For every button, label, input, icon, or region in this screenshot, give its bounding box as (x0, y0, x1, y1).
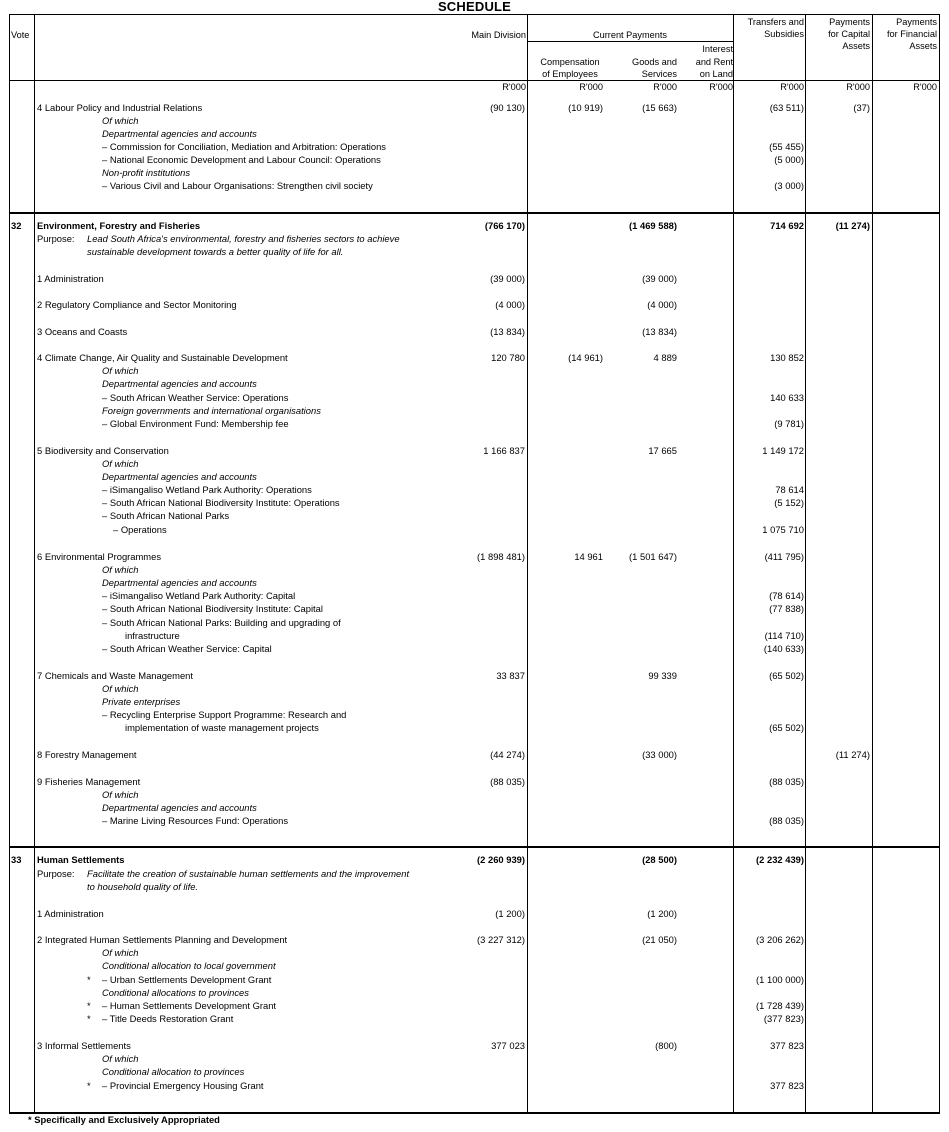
footnote: * Specifically and Exclusively Appropriated (28, 1114, 220, 1125)
cell-transfers: (1 728 439) (756, 1000, 804, 1011)
vote-number: 32 (11, 220, 22, 231)
row-subheading: Of which (102, 789, 139, 800)
header-financial-1: Payments (896, 17, 937, 27)
row-subheading: Conditional allocation to local government (102, 960, 276, 971)
row-description: 2 Regulatory Compliance and Sector Monitoring (37, 299, 237, 310)
row-description: Environment, Forestry and Fisheries (37, 220, 201, 231)
unit-financial: R'000 (913, 82, 937, 92)
table-row (9, 814, 940, 827)
row-item: – South African Weather Service: Capital (102, 643, 272, 654)
cell-main-division: (3 227 312) (477, 934, 525, 945)
table-row (9, 298, 940, 311)
table-border-top (9, 14, 940, 15)
header-current-payments: Current Payments (592, 30, 668, 40)
table-row (9, 166, 940, 179)
cell-goods-services: (800) (655, 1040, 677, 1051)
header-financial-2: for Financial (886, 29, 937, 39)
cell-main-division: (1 898 481) (477, 551, 525, 562)
cell-capital-assets: (11 274) (835, 749, 870, 760)
row-subitem: – Operations (113, 524, 167, 535)
row-item: – Various Civil and Labour Organisations: Strengthen civil society (102, 180, 373, 191)
row-description: Human Settlements (37, 854, 125, 865)
table-row (9, 602, 940, 615)
table-row (9, 708, 940, 721)
table-row (9, 775, 940, 788)
table-row (9, 140, 940, 153)
purpose-label: Purpose: (37, 868, 75, 879)
row-item: – Commission for Conciliation, Mediation and Arbitration: Operations (102, 141, 386, 152)
table-row (9, 245, 940, 258)
table-row (9, 933, 940, 946)
table-row (9, 682, 940, 695)
table-row (9, 1065, 940, 1078)
table-row (9, 959, 940, 972)
table-row (9, 695, 940, 708)
cell-main-division: (1 200) (495, 908, 525, 919)
page-title: SCHEDULE (437, 0, 512, 14)
row-item: – Recycling Enterprise Support Programme: Research and (102, 709, 347, 720)
cell-transfers: 714 692 (770, 220, 804, 231)
row-item: – Provincial Emergency Housing Grant (102, 1080, 264, 1091)
cell-transfers: (63 511) (769, 102, 804, 113)
row-description: 8 Forestry Management (37, 749, 137, 760)
row-item-continued: infrastructure (125, 630, 180, 641)
cell-transfers: (78 614) (769, 590, 804, 601)
row-subheading: Non-profit institutions (102, 167, 191, 178)
row-description: 1 Administration (37, 273, 104, 284)
table-row (9, 748, 940, 761)
table-row (9, 470, 940, 483)
cell-transfers: 130 852 (770, 352, 804, 363)
row-description: 4 Labour Policy and Industrial Relations (37, 102, 203, 113)
purpose-text: to household quality of life. (87, 881, 199, 892)
table-row (9, 576, 940, 589)
cell-goods-services: 17 665 (648, 445, 677, 456)
row-description: 2 Integrated Human Settlements Planning and Development (37, 934, 288, 945)
cell-main-division: (4 000) (495, 299, 525, 310)
header-interest-1: Interest (702, 44, 733, 54)
cell-compensation: (14 961) (568, 352, 603, 363)
header-capital-3: Assets (842, 41, 870, 51)
row-item: – South African National Parks: Building and upgrading of (102, 617, 341, 628)
row-item: – Urban Settlements Development Grant (102, 974, 272, 985)
cell-transfers: (5 152) (774, 497, 804, 508)
row-description: 3 Informal Settlements (37, 1040, 131, 1051)
cell-transfers: (411 795) (764, 551, 804, 562)
row-subheading: Foreign governments and international organisations (102, 405, 321, 416)
header-compensation-1: Compensation (540, 57, 600, 67)
header-main-division: Main Division (471, 30, 526, 40)
appropriation-marker: * (87, 1080, 91, 1091)
table-row (9, 523, 940, 536)
header-goods-1: Goods and (632, 57, 677, 67)
row-item: – Global Environment Fund: Membership fee (102, 418, 289, 429)
table-row (9, 999, 940, 1012)
cell-compensation: (10 919) (568, 102, 603, 113)
table-row (9, 101, 940, 114)
cell-goods-services: 99 339 (648, 670, 677, 681)
unit-goods: R'000 (653, 82, 677, 92)
table-row (9, 880, 940, 893)
row-item: – South African National Parks (102, 510, 230, 521)
header-compensation-2: of Employees (542, 69, 598, 79)
purpose-text: sustainable development towards a better quality of life for all. (87, 246, 344, 257)
table-row (9, 509, 940, 522)
table-row (9, 377, 940, 390)
cell-compensation: 14 961 (574, 551, 603, 562)
cell-main-division: (39 000) (490, 273, 525, 284)
cell-main-division: 1 166 837 (483, 445, 525, 456)
row-subheading: Of which (102, 115, 139, 126)
cell-goods-services: (33 000) (642, 749, 677, 760)
table-row (9, 867, 940, 880)
table-row (9, 351, 940, 364)
purpose-text: Lead South Africa's environmental, forestry and fisheries sectors to achieve (87, 233, 400, 244)
purpose-text: Facilitate the creation of sustainable human settlements and the improvement (87, 868, 410, 879)
table-row (9, 629, 940, 642)
row-subheading: Of which (102, 1053, 139, 1064)
header-vote: Vote (11, 30, 30, 40)
header-interest-2: and Rent (695, 57, 733, 67)
table-row (9, 853, 940, 866)
cell-transfers: (114 710) (764, 630, 804, 641)
table-row (9, 669, 940, 682)
purpose-label: Purpose: (37, 233, 75, 244)
vote-number: 33 (11, 854, 22, 865)
row-item: – South African National Biodiversity Institute: Capital (102, 603, 323, 614)
header-financial-3: Assets (909, 41, 937, 51)
table-row (9, 232, 940, 245)
row-subheading: Private enterprises (102, 696, 181, 707)
table-row (9, 550, 940, 563)
cell-transfers: 377 823 (770, 1040, 804, 1051)
row-item: – iSimangaliso Wetland Park Authority: Operations (102, 484, 312, 495)
cell-transfers: (377 823) (763, 1013, 804, 1024)
cell-transfers: 377 823 (770, 1080, 804, 1091)
row-description: 5 Biodiversity and Conservation (37, 445, 169, 456)
row-subheading: Conditional allocation to provinces (102, 1066, 245, 1077)
table-row (9, 946, 940, 959)
row-item: – Human Settlements Development Grant (102, 1000, 277, 1011)
table-row (9, 1039, 940, 1052)
appropriation-marker: * (87, 1013, 91, 1024)
unit-transfers: R'000 (780, 82, 804, 92)
table-row (9, 616, 940, 629)
unit-comp: R'000 (579, 82, 603, 92)
row-description: 3 Oceans and Coasts (37, 326, 128, 337)
table-row (9, 391, 940, 404)
row-item: – South African National Biodiversity Institute: Operations (102, 497, 340, 508)
table-row (9, 364, 940, 377)
header-transfers-2: Subsidies (764, 29, 804, 39)
row-subheading: Departmental agencies and accounts (102, 802, 257, 813)
cell-transfers: (65 502) (769, 722, 804, 733)
row-subheading: Of which (102, 947, 139, 958)
table-row (9, 272, 940, 285)
cell-capital-assets: (11 274) (835, 220, 870, 231)
cell-goods-services: (28 500) (642, 854, 677, 865)
row-subheading: Departmental agencies and accounts (102, 471, 257, 482)
row-item: – Marine Living Resources Fund: Operations (102, 815, 289, 826)
cell-main-division: (13 834) (490, 326, 525, 337)
cell-goods-services: (39 000) (642, 273, 677, 284)
row-subheading: Departmental agencies and accounts (102, 128, 257, 139)
cell-transfers: 1 149 172 (762, 445, 804, 456)
cell-goods-services: (15 663) (642, 102, 677, 113)
table-row (9, 404, 940, 417)
schedule-table (9, 14, 940, 1114)
row-item: – Title Deeds Restoration Grant (102, 1013, 234, 1024)
table-row (9, 563, 940, 576)
cell-transfers: (140 633) (763, 643, 804, 654)
table-row (9, 457, 940, 470)
header-interest-3: on Land (699, 69, 733, 79)
table-row (9, 444, 940, 457)
current-payments-rule (527, 41, 733, 42)
cell-goods-services: (1 200) (647, 908, 677, 919)
unit-capital: R'000 (846, 82, 870, 92)
table-row (9, 179, 940, 192)
row-subheading: Of which (102, 365, 139, 376)
row-item: – National Economic Development and Labour Council: Operations (102, 154, 381, 165)
cell-transfers: 1 075 710 (762, 524, 804, 535)
cell-goods-services: (1 469 588) (629, 220, 677, 231)
cell-main-division: 120 780 (491, 352, 525, 363)
cell-main-division: (44 274) (490, 749, 525, 760)
row-description: 4 Climate Change, Air Quality and Sustainable Development (37, 352, 288, 363)
header-transfers-1: Transfers and (747, 17, 804, 27)
table-row (9, 1079, 940, 1092)
vote-separator-31 (9, 212, 940, 214)
table-row (9, 642, 940, 655)
vote-separator-32 (9, 846, 940, 848)
row-description: 7 Chemicals and Waste Management (37, 670, 193, 681)
table-row (9, 114, 940, 127)
row-subheading: Departmental agencies and accounts (102, 378, 257, 389)
cell-goods-services: (13 834) (642, 326, 677, 337)
unit-main: R'000 (502, 82, 526, 92)
table-row (9, 986, 940, 999)
table-row (9, 325, 940, 338)
cell-transfers: (2 232 439) (756, 854, 804, 865)
table-row (9, 907, 940, 920)
table-row (9, 496, 940, 509)
cell-main-division: 33 837 (496, 670, 525, 681)
table-row (9, 153, 940, 166)
table-row (9, 721, 940, 734)
table-row (9, 483, 940, 496)
row-subheading: Of which (102, 683, 139, 694)
table-row (9, 417, 940, 430)
header-capital-2: for Capital (828, 29, 870, 39)
cell-transfers: (55 455) (769, 141, 804, 152)
table-row (9, 589, 940, 602)
table-row (9, 973, 940, 986)
table-row (9, 788, 940, 801)
cell-transfers: (88 035) (769, 815, 804, 826)
cell-transfers: (1 100 000) (756, 974, 804, 985)
cell-transfers: (65 502) (769, 670, 804, 681)
cell-main-division: (766 170) (484, 220, 525, 231)
cell-transfers: 140 633 (770, 392, 804, 403)
row-item: – South African Weather Service: Operations (102, 392, 289, 403)
cell-capital-assets: (37) (853, 102, 870, 113)
cell-goods-services: (1 501 647) (629, 551, 677, 562)
table-row (9, 1012, 940, 1025)
cell-goods-services: (21 050) (642, 934, 677, 945)
cell-transfers: (9 781) (774, 418, 804, 429)
unit-interest: R'000 (709, 82, 733, 92)
cell-transfers: (77 838) (769, 603, 804, 614)
cell-main-division: 377 023 (491, 1040, 525, 1051)
header-goods-2: Services (641, 69, 677, 79)
cell-transfers: 78 614 (775, 484, 804, 495)
row-item: – iSimangaliso Wetland Park Authority: Capital (102, 590, 296, 601)
row-subheading: Departmental agencies and accounts (102, 577, 257, 588)
cell-transfers: (3 206 262) (756, 934, 804, 945)
table-row (9, 127, 940, 140)
row-subheading: Conditional allocations to provinces (102, 987, 249, 998)
cell-goods-services: 4 889 (653, 352, 677, 363)
cell-transfers: (5 000) (774, 154, 804, 165)
table-row (9, 219, 940, 232)
appropriation-marker: * (87, 974, 91, 985)
table-row (9, 1052, 940, 1065)
cell-main-division: (88 035) (490, 776, 525, 787)
cell-transfers: (3 000) (774, 180, 804, 191)
row-description: 9 Fisheries Management (37, 776, 141, 787)
cell-transfers: (88 035) (769, 776, 804, 787)
table-row (9, 801, 940, 814)
cell-main-division: (2 260 939) (477, 854, 525, 865)
row-description: 1 Administration (37, 908, 104, 919)
cell-main-division: (90 130) (490, 102, 525, 113)
row-description: 6 Environmental Programmes (37, 551, 162, 562)
row-subheading: Of which (102, 564, 139, 575)
header-capital-1: Payments (829, 17, 870, 27)
appropriation-marker: * (87, 1000, 91, 1011)
row-item-continued: implementation of waste management projects (125, 722, 319, 733)
row-subheading: Of which (102, 458, 139, 469)
cell-goods-services: (4 000) (647, 299, 677, 310)
